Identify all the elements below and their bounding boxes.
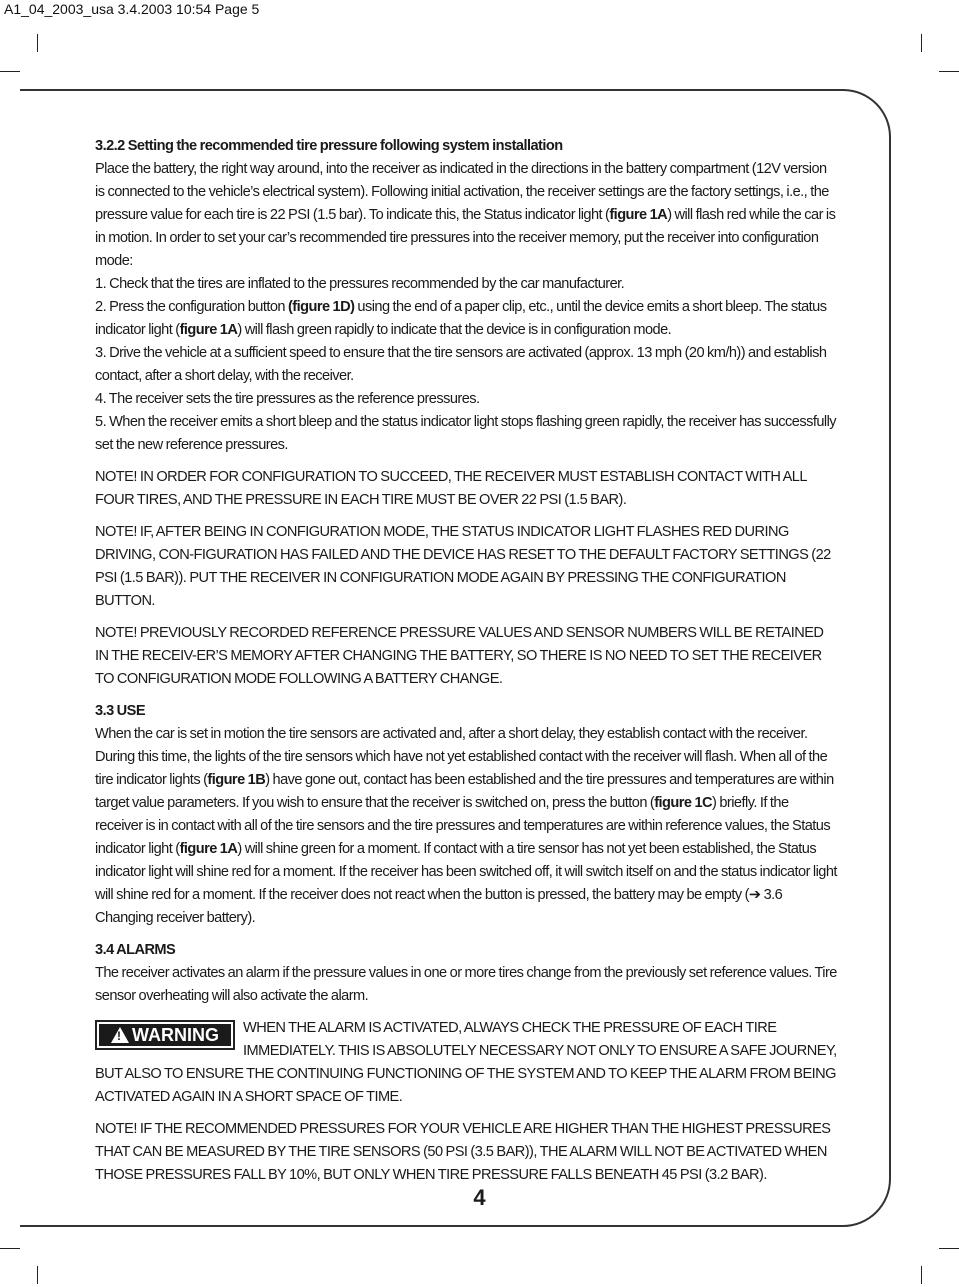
warning-exclamation: ! [117, 1029, 121, 1043]
crop-mark-bottom-right-v [921, 1266, 922, 1284]
page-number: 4 [473, 1185, 486, 1210]
crop-mark-top-left-v [37, 34, 38, 52]
note-2: NOTE! IF, AFTER BEING IN CONFIGURATION MODE, THE STATUS INDICATOR LIGHT FLASHES RED DURING DRIVING, CON-FIGURATION HAS FAILED AND THE DEVICE HAS RESET TO THE DEFAULT FACTORY SETTINGS (22 PSI (1.5 BAR)). PUT THE RECEIVER IN CONFIGURATION MODE AGAIN BY PRESSING THE CONFIGURATION BUTTON. [95, 524, 831, 609]
crop-mark-bottom-right-h [939, 1248, 959, 1249]
intro-text-b: ) will flash red while the car is in motion. In order to set your car’s recommended tire pressures into the receiver memory, put the receiver into configuration mode: [95, 207, 836, 269]
warning-triangle-icon [111, 1027, 129, 1043]
step-2-text-c: ) will flash green rapidly to indicate that the device is in configuration mode. [237, 322, 672, 338]
crop-mark-bottom-left-h [0, 1248, 20, 1249]
step-2-text-b: using the end of a paper clip, etc., until the device emits a short bleep. The status indicator light ( [95, 299, 827, 338]
note-1: NOTE! IN ORDER FOR CONFIGURATION TO SUCCEED, THE RECEIVER MUST ESTABLISH CONTACT WITH ALL FOUR TIRES, AND THE PRESSURE IN EACH TIRE MUST BE OVER 22 PSI (1.5 BAR). [95, 469, 807, 508]
use-text-b: ) have gone out, contact has been established and the tire pressures and temperatures are within target value parameters. If you wish to ensure that the receiver is switched on, press the button ( [95, 772, 834, 811]
warning-badge [95, 1020, 235, 1050]
page-content [95, 135, 837, 1187]
warning-text: WHEN THE ALARM IS ACTIVATED, ALWAYS CHECK THE PRESSURE OF EACH TIRE IMMEDIATELY. THIS IS ABSOLUTELY NECESSARY NOT ONLY TO ENSURE A SAFE JOURNEY, BUT ALSO TO ENSURE THE CONTINUING FUNCTIONING OF THE SYSTEM AND TO KEEP THE ALARM FROM BEING ACTIVATED AGAIN IN A SHORT SPACE OF TIME. [95, 1020, 837, 1105]
warning-block [95, 1017, 837, 1109]
use-text-c: ) briefly. If the receiver is in contact with all of the tire sensors and the tire pressures and temperatures are within reference values, the Status indicator light ( [95, 795, 831, 857]
step-2-text-a: 2. Press the configuration button [95, 299, 288, 315]
crop-mark-top-right-h [939, 71, 959, 72]
alarms-paragraph: The receiver activates an alarm if the pressure values in one or more tires change from the previously set reference values. Tire sensor overheating will also activate the alarm. [95, 965, 837, 1004]
figure-ref: figure 1A [609, 207, 668, 223]
crop-mark-bottom-left-v [37, 1266, 38, 1284]
note-3: NOTE! PREVIOUSLY RECORDED REFERENCE PRESSURE VALUES AND SENSOR NUMBERS WILL BE RETAINED IN THE RECEIV-ER’S MEMORY AFTER CHANGING THE BATTERY, SO THERE IS NO NEED TO SET THE RECEIVER TO CONFIGURATION MODE FOLLOWING A BATTERY CHANGE. [95, 625, 824, 687]
section-heading-3-3: 3.3 USE [95, 703, 145, 719]
section-heading-3-2-2: 3.2.2 Setting the recommended tire pressure following system installation [95, 138, 563, 154]
step-3: 3. Drive the vehicle at a sufficient speed to ensure that the tire sensors are activated (approx. 13 mph (20 km/h)) and establish contact, after a short delay, with the receiver. [95, 345, 827, 384]
alarms-note: NOTE! IF THE RECOMMENDED PRESSURES FOR YOUR VEHICLE ARE HIGHER THAN THE HIGHEST PRESSURES THAT CAN BE MEASURED BY THE TIRE SENSORS (50 PSI (3.5 BAR)), THE ALARM WILL NOT BE ACTIVATED WHEN THOSE PRESSURES FALL BY 10%, BUT ONLY WHEN TIRE PRESSURE FALLS BENEATH 45 PSI (3.2 BAR). [95, 1121, 831, 1183]
figure-ref: figure 1C [654, 795, 713, 811]
crop-mark-top-left-h [0, 71, 20, 72]
print-slug: A1_04_2003_usa 3.4.2003 10:54 Page 5 [4, 1, 260, 17]
use-text-a: When the car is set in motion the tire sensors are activated and, after a short delay, they establish contact with the receiver. During this time, the lights of the tire sensors which have not yet established contact with the receiver will flash. When all of the tire indicator lights ( [95, 726, 828, 788]
figure-ref: figure 1A [179, 841, 238, 857]
figure-ref: figure 1A [179, 322, 238, 338]
intro-text-a: Place the battery, the right way around, into the receiver as indicated in the directions in the battery compartment (12V version is connected to the vehicle’s electrical system). Following initial activation, the receiver settings are the factory settings, i.e., the pressure value for each tire is 22 PSI (1.5 bar). To indicate this, the Status indicator light ( [95, 161, 829, 223]
use-paragraph [95, 723, 837, 930]
step-2 [95, 296, 837, 342]
step-4: 4. The receiver sets the tire pressures as the reference pressures. [95, 391, 480, 407]
use-text-d: ) will shine green for a moment. If contact with a tire sensor has not yet been established, the Status indicator light will shine red for a moment. If the receiver has been switched off, it will switch itself on and the status indicator light will shine red for a moment. If the receiver does not react when the button is pressed, the battery may be empty (➔ 3.6 Changing receiver battery). [95, 841, 837, 926]
warning-label: WARNING [132, 1024, 219, 1045]
section-heading-3-4: 3.4 ALARMS [95, 942, 176, 958]
figure-ref: figure 1B [207, 772, 266, 788]
step-5: 5. When the receiver emits a short bleep and the status indicator light stops flashing green rapidly, the receiver has successfully set the new reference pressures. [95, 414, 837, 453]
crop-mark-top-right-v [921, 34, 922, 52]
step-1: 1. Check that the tires are inflated to the pressures recommended by the car manufacturer. [95, 276, 625, 292]
intro-paragraph [95, 158, 837, 273]
figure-ref: (figure 1D) [287, 299, 355, 315]
